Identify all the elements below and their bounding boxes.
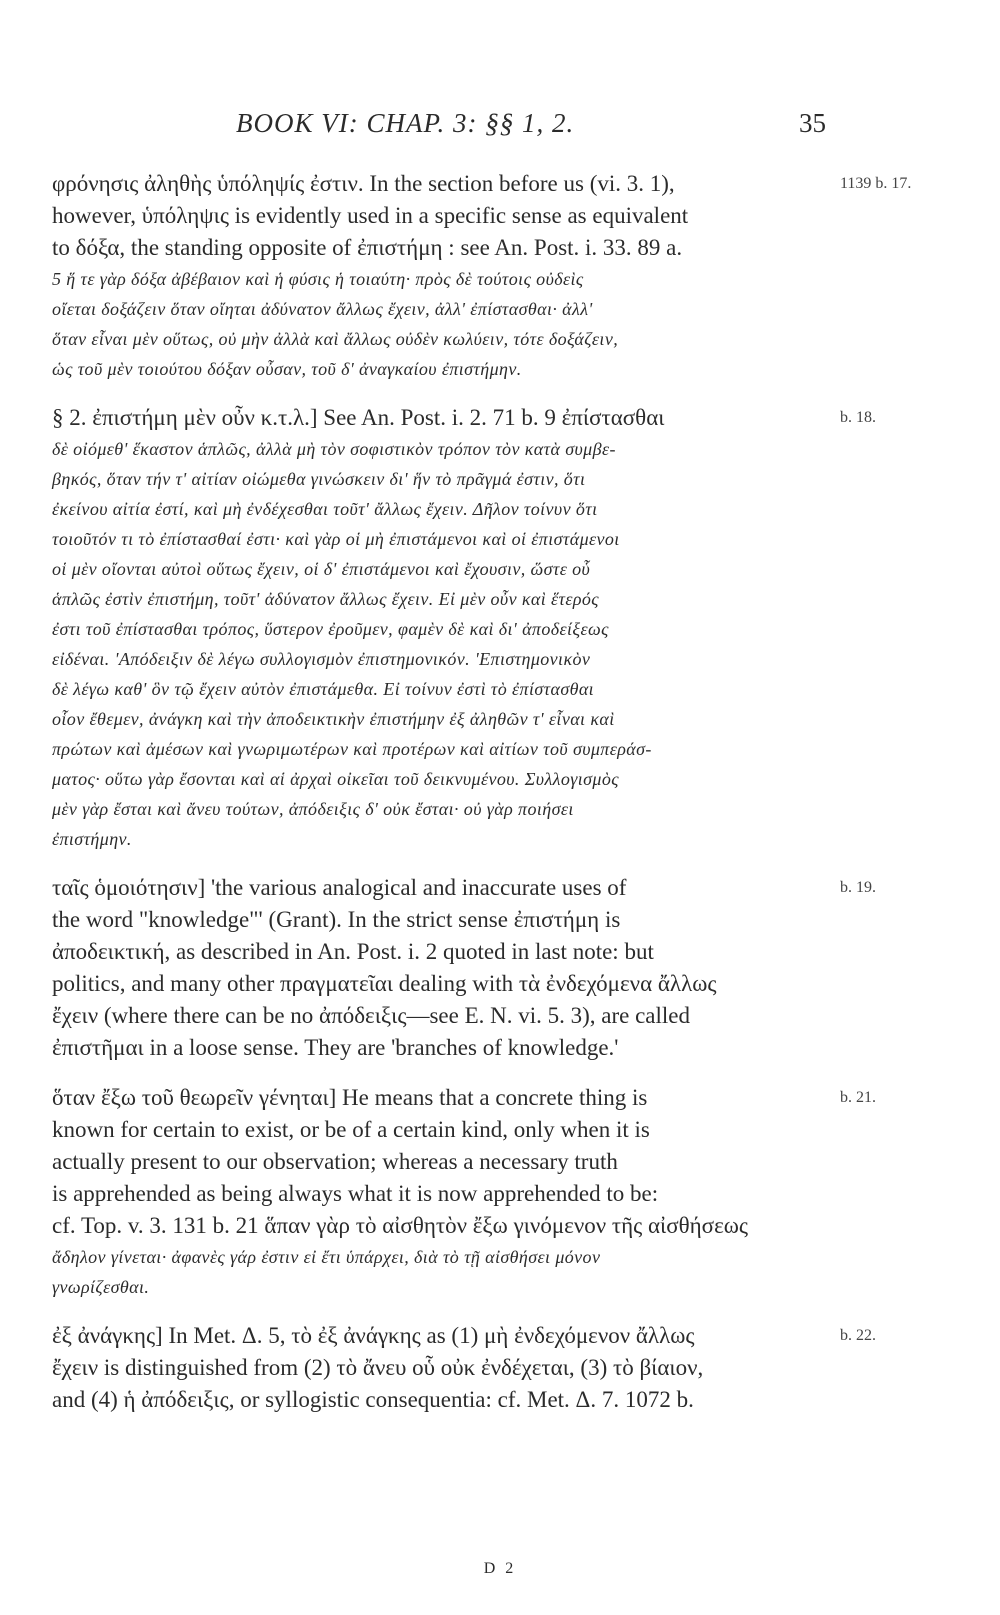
greek-quotation-line <box>52 464 832 494</box>
page-number: 35 <box>799 108 826 138</box>
paragraph-gap <box>52 1302 832 1320</box>
bekker-reference: b. 19. <box>840 879 876 896</box>
line-text: ἐπιστῆμαι in a loose sense. They are 'branches of knowledge.' <box>52 1035 619 1060</box>
line-text: ματος· οὕτω γὰρ ἔσονται καὶ αἱ ἀρχαὶ οἰκεῖαι τοῦ δεικνυμένου. Συλλογισμὸς <box>52 769 619 789</box>
greek-quotation-line <box>52 354 832 384</box>
text-line <box>52 936 832 968</box>
greek-quotation-line <box>52 494 832 524</box>
text-line <box>52 904 832 936</box>
line-text: § 2. ἐπιστήμη μὲν οὖν κ.τ.λ.] See An. Post. i. 2. 71 b. 9 ἐπίστασθαι <box>52 405 665 430</box>
line-text: φρόνησις ἀληθὴς ὑπόληψίς ἐστιν. In the section before us (vi. 3. 1), <box>52 171 675 196</box>
greek-quotation-line <box>52 644 832 674</box>
bekker-reference: b. 18. <box>840 409 876 426</box>
greek-quotation-line <box>52 614 832 644</box>
text-line <box>52 1114 832 1146</box>
line-text: is apprehended as being always what it is now apprehended to be: <box>52 1181 659 1206</box>
paragraph-gap <box>52 1064 832 1082</box>
text-line <box>52 1082 876 1114</box>
line-text: 5 ἥ τε γὰρ δόξα ἀβέβαιον καὶ ἡ φύσις ἡ τοιαύτη· πρὸς δὲ τούτοις οὐδεὶς <box>52 269 584 289</box>
greek-quotation-line <box>52 1272 832 1302</box>
line-text: ἐστι τοῦ ἐπίστασθαι τρόπος, ὕστερον ἐροῦμεν, φαμὲν δὲ καὶ δι' ἀποδείξεως <box>52 619 609 639</box>
line-text: τοιοῦτόν τι τὸ ἐπίστασθαί ἐστι· καὶ γὰρ οἱ μὴ ἐπιστάμενοι καὶ οἱ ἐπιστάμενοι <box>52 529 620 549</box>
line-text: actually present to our observation; whereas a necessary truth <box>52 1149 618 1174</box>
paragraph-gap <box>52 854 832 872</box>
greek-quotation-line <box>52 584 832 614</box>
greek-quotation-line <box>52 1242 832 1272</box>
line-text: ἀποδεικτική, as described in An. Post. i. 2 quoted in last note: but <box>52 939 654 964</box>
line-text: however, ὑπόληψις is evidently used in a specific sense as equivalent <box>52 203 689 228</box>
greek-quotation-line <box>52 824 832 854</box>
paragraph-gap <box>52 384 832 402</box>
greek-quotation-line <box>52 324 832 354</box>
line-text: ταῖς ὁμοιότησιν] 'the various analogical and inaccurate uses of <box>52 875 627 900</box>
line-text: ἔχειν (where there can be no ἀπόδειξις—see E. N. vi. 5. 3), are called <box>52 1003 691 1028</box>
greek-quotation-line <box>52 264 832 294</box>
line-text: ὅταν ἔξω τοῦ θεωρεῖν γένηται] He means that a concrete thing is <box>52 1085 648 1110</box>
bekker-reference: 1139 b. 17. <box>840 175 912 192</box>
text-line <box>52 1210 832 1242</box>
line-text: πρώτων καὶ ἀμέσων καὶ γνωριμωτέρων καὶ προτέρων καὶ αἰτίων τοῦ συμπεράσ- <box>52 739 652 759</box>
line-text: μὲν γὰρ ἔσται καὶ ἄνευ τούτων, ἀπόδειξις δ' οὐκ ἔσται· οὐ γὰρ ποιήσει <box>52 799 574 819</box>
line-text: οἷον ἔθεμεν, ἀνάγκη καὶ τὴν ἀποδεικτικὴν ἐπιστήμην ἐξ ἀληθῶν τ' εἶναι καὶ <box>52 709 615 729</box>
text-line <box>52 232 832 264</box>
line-text: βηκός, ὅταν τήν τ' αἰτίαν οἰώμεθα γινώσκειν δι' ἥν τὸ πρᾶγμά ἐστιν, ὅτι <box>52 469 586 489</box>
signature-mark: D 2 <box>483 1560 517 1577</box>
greek-quotation-line <box>52 554 832 584</box>
greek-quotation-line <box>52 734 832 764</box>
text-line <box>52 872 876 904</box>
text-line <box>52 1146 832 1178</box>
line-text: ἔχειν is distinguished from (2) τὸ ἄνευ οὗ οὐκ ἐνδέχεται, (3) τὸ βίαιον, <box>52 1355 704 1380</box>
text-line <box>52 1178 832 1210</box>
running-head: BOOK VI: CHAP. 3: §§ 1, 2. <box>236 108 575 138</box>
line-text: to δόξα, the standing opposite of ἐπιστήμη : see An. Post. i. 33. 89 a. <box>52 235 683 260</box>
line-text: known for certain to exist, or be of a certain kind, only when it is <box>52 1117 650 1142</box>
greek-quotation-line <box>52 524 832 554</box>
line-text: εἰδέναι. 'Απόδειξιν δὲ λέγω συλλογισμὸν ἐπιστημονικόν. 'Επιστημονικὸν <box>52 649 591 669</box>
text-line <box>52 168 912 200</box>
line-text: δὲ οἰόμεθ' ἕκαστον ἁπλῶς, ἀλλὰ μὴ τὸν σοφιστικὸν τρόπον τὸν κατὰ συμβε- <box>52 439 616 459</box>
page-header <box>236 108 826 148</box>
line-text: ἁπλῶς ἐστὶν ἐπιστήμη, τοῦτ' ἀδύνατον ἄλλως ἔχειν. Εἰ μὲν οὖν καὶ ἕτερός <box>52 589 600 609</box>
line-text: ἄδηλον γίνεται· ἀφανὲς γάρ ἐστιν εἰ ἔτι ὑπάρχει, διὰ τὸ τῇ αἰσθήσει μόνον <box>52 1247 601 1267</box>
greek-quotation-line <box>52 764 832 794</box>
line-text: γνωρίζεσθαι. <box>52 1277 150 1297</box>
line-text: ὅταν εἶναι μὲν οὕτως, οὐ μὴν ἀλλὰ καὶ ἄλλως οὐδὲν κωλύειν, τότε δοξάζειν, <box>52 329 619 349</box>
text-line <box>52 200 832 232</box>
bekker-reference: b. 22. <box>840 1327 876 1344</box>
text-line <box>52 1320 876 1352</box>
text-line <box>52 968 832 1000</box>
greek-quotation-line <box>52 294 832 324</box>
greek-quotation-line <box>52 794 832 824</box>
line-text: politics, and many other πραγματεῖαι dealing with τὰ ἐνδεχόμενα ἄλλως <box>52 971 717 996</box>
greek-quotation-line <box>52 704 832 734</box>
line-text: and (4) ἡ ἀπόδειξις, or syllogistic consequentia: cf. Met. Δ. 7. 1072 b. <box>52 1387 694 1412</box>
text-line <box>52 1000 832 1032</box>
line-text: cf. Top. v. 3. 131 b. 21 ἅπαν γὰρ τὸ αἰσθητὸν ἔξω γινόμενον τῆς αἰσθήσεως <box>52 1213 748 1238</box>
text-line <box>52 1384 832 1416</box>
line-text: ὡς τοῦ μὲν τοιούτου δόξαν οὖσαν, τοῦ δ' ἀναγκαίου ἐπιστήμην. <box>52 359 522 379</box>
line-text: δὲ λέγω καθ' ὃν τῷ ἔχειν αὐτὸν ἐπιστάμεθα. Εἰ τοίνυν ἐστὶ τὸ ἐπίστασθαι <box>52 679 595 699</box>
greek-quotation-line <box>52 434 832 464</box>
line-text: ἐξ ἀνάγκης] In Met. Δ. 5, τὸ ἐξ ἀνάγκης as (1) μὴ ἐνδεχόμενον ἄλλως <box>52 1323 695 1348</box>
text-line <box>52 402 876 434</box>
line-text: οἴεται δοξάζειν ὅταν οἴηται ἀδύνατον ἄλλως ἔχειν, ἀλλ' ἐπίστασθαι· ἀλλ' <box>52 299 593 319</box>
text-line <box>52 1032 832 1064</box>
line-text: the word "knowledge"' (Grant). In the strict sense ἐπιστήμη is <box>52 907 621 932</box>
line-text: ἐπιστήμην. <box>52 829 132 849</box>
greek-quotation-line <box>52 674 832 704</box>
commentary-body <box>52 168 912 1416</box>
line-text: οἱ μὲν οἴονται αὐτοὶ οὕτως ἔχειν, οἱ δ' ἐπιστάμενοι καὶ ἔχουσιν, ὥστε οὗ <box>52 559 591 579</box>
line-text: ἐκείνου αἰτία ἐστί, καὶ μὴ ἐνδέχεσθαι τοῦτ' ἄλλως ἔχειν. Δῆλον τοίνυν ὅτι <box>52 499 598 519</box>
text-line <box>52 1352 832 1384</box>
bekker-reference: b. 21. <box>840 1089 876 1106</box>
